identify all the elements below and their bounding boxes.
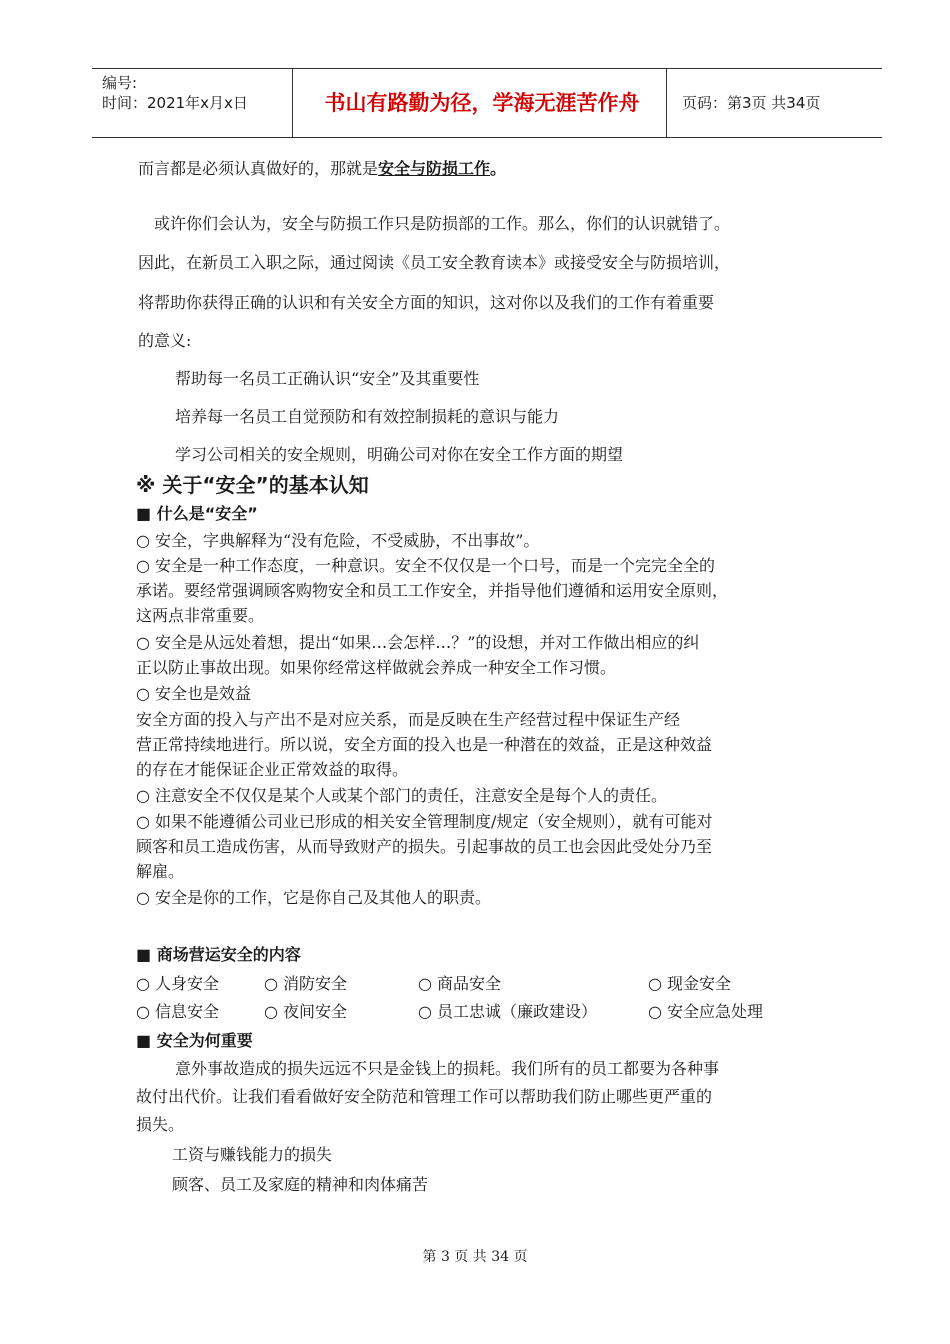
body-line: 这两点非常重要。 — [136, 606, 265, 625]
subheading: ■ 安全为何重要 — [136, 1031, 253, 1050]
paragraph-line: 的意义: — [138, 331, 192, 350]
header-meta — [102, 73, 248, 113]
header-divider — [666, 69, 667, 137]
goal-item: 帮助每一名员工正确认识“安全”及其重要性 — [175, 369, 480, 388]
header-motto: 书山有路勤为径，学海无涯苦作舟 — [324, 91, 640, 115]
body-line: 损失。 — [136, 1115, 185, 1134]
content-item: ○ 人身安全 — [136, 974, 220, 993]
content-item: ○ 员工忠诚（廉政建设） — [418, 1002, 598, 1021]
subheading: ■ 商场营运安全的内容 — [136, 945, 301, 964]
header-divider — [292, 69, 293, 137]
body-line: 的存在才能保证企业正常效益的取得。 — [136, 760, 409, 779]
intro-emphasis: 安全与防损工作 — [378, 159, 491, 178]
body-line: 顾客和员工造成伤害，从而导致财产的损失。引起事故的员工也会因此受处分乃至 — [136, 837, 713, 856]
loss-item: 工资与赚钱能力的损失 — [172, 1145, 333, 1164]
page-footer: 第 3 页 共 34 页 — [422, 1249, 528, 1265]
body-line: 正以防止事故出现。如果你经常这样做就会养成一种安全工作习惯。 — [136, 658, 617, 677]
body-line: 营正常持续地进行。所以说，安全方面的投入也是一种潜在的效益，正是这种效益 — [136, 735, 713, 754]
content-item: ○ 现金安全 — [648, 974, 732, 993]
header-page-label: 页码：第3页 共34页 — [682, 94, 821, 112]
intro-text: 而言都是必须认真做好的，那就是 — [138, 159, 379, 178]
intro-end: 。 — [490, 159, 507, 178]
body-line: 意外事故造成的损失远远不只是金钱上的损耗。我们所有的员工都要为各种事 — [175, 1059, 720, 1078]
content-item: ○ 夜间安全 — [264, 1002, 348, 1021]
body-line: ○ 安全是一种工作态度，一种意识。安全不仅仅是一个口号，而是一个完完全全的 — [136, 556, 716, 575]
body-line: ○ 如果不能遵循公司业已形成的相关安全管理制度/规定（安全规则），就有可能对 — [136, 812, 713, 831]
content-item: ○ 安全应急处理 — [648, 1002, 764, 1021]
content-item: ○ 商品安全 — [418, 974, 502, 993]
subheading: ■ 什么是“安全” — [136, 504, 258, 523]
doc-time-label: 时间：2021年x月x日 — [102, 94, 248, 112]
body-line: 承诺。要经常强调顾客购物安全和员工工作安全，并指导他们遵循和运用安全原则， — [136, 581, 729, 600]
body-line: ○ 注意安全不仅仅是某个人或某个部门的责任，注意安全是每个人的责任。 — [136, 786, 668, 805]
body-line: ○ 安全是从远处着想，提出“如果…会怎样…？”的设想，并对工作做出相应的纠 — [136, 633, 700, 652]
content-item: ○ 信息安全 — [136, 1002, 220, 1021]
body-line: 故付出代价。让我们看看做好安全防范和管理工作可以帮助我们防止哪些更严重的 — [136, 1087, 713, 1106]
goal-item: 培养每一名员工自觉预防和有效控制损耗的意识与能力 — [175, 407, 560, 426]
goal-item: 学习公司相关的安全规则，明确公司对你在安全工作方面的期望 — [175, 445, 624, 464]
body-line: 解雇。 — [136, 862, 185, 881]
paragraph-line: 因此，在新员工入职之际，通过阅读《员工安全教育读本》或接受安全与防损培训， — [138, 253, 731, 272]
page-header — [92, 68, 882, 138]
loss-item: 顾客、员工及家庭的精神和肉体痛苦 — [172, 1175, 429, 1194]
body-line: ○ 安全，字典解释为“没有危险，不受威胁，不出事故”。 — [136, 531, 540, 550]
paragraph-line: 或许你们会认为，安全与防损工作只是防损部的工作。那么，你们的认识就错了。 — [154, 214, 731, 233]
body-line: ○ 安全也是效益 — [136, 684, 252, 703]
intro-line — [138, 158, 506, 180]
doc-number-label: 编号: — [102, 74, 138, 92]
body-line: 安全方面的投入与产出不是对应关系，而是反映在生产经营过程中保证生产经 — [136, 710, 681, 729]
section-title: ※ 关于“安全”的基本认知 — [136, 473, 369, 497]
content-item: ○ 消防安全 — [264, 974, 348, 993]
paragraph-line: 将帮助你获得正确的认识和有关安全方面的知识，这对你以及我们的工作有着重要 — [138, 293, 715, 312]
body-line: ○ 安全是你的工作，它是你自己及其他人的职责。 — [136, 888, 492, 907]
